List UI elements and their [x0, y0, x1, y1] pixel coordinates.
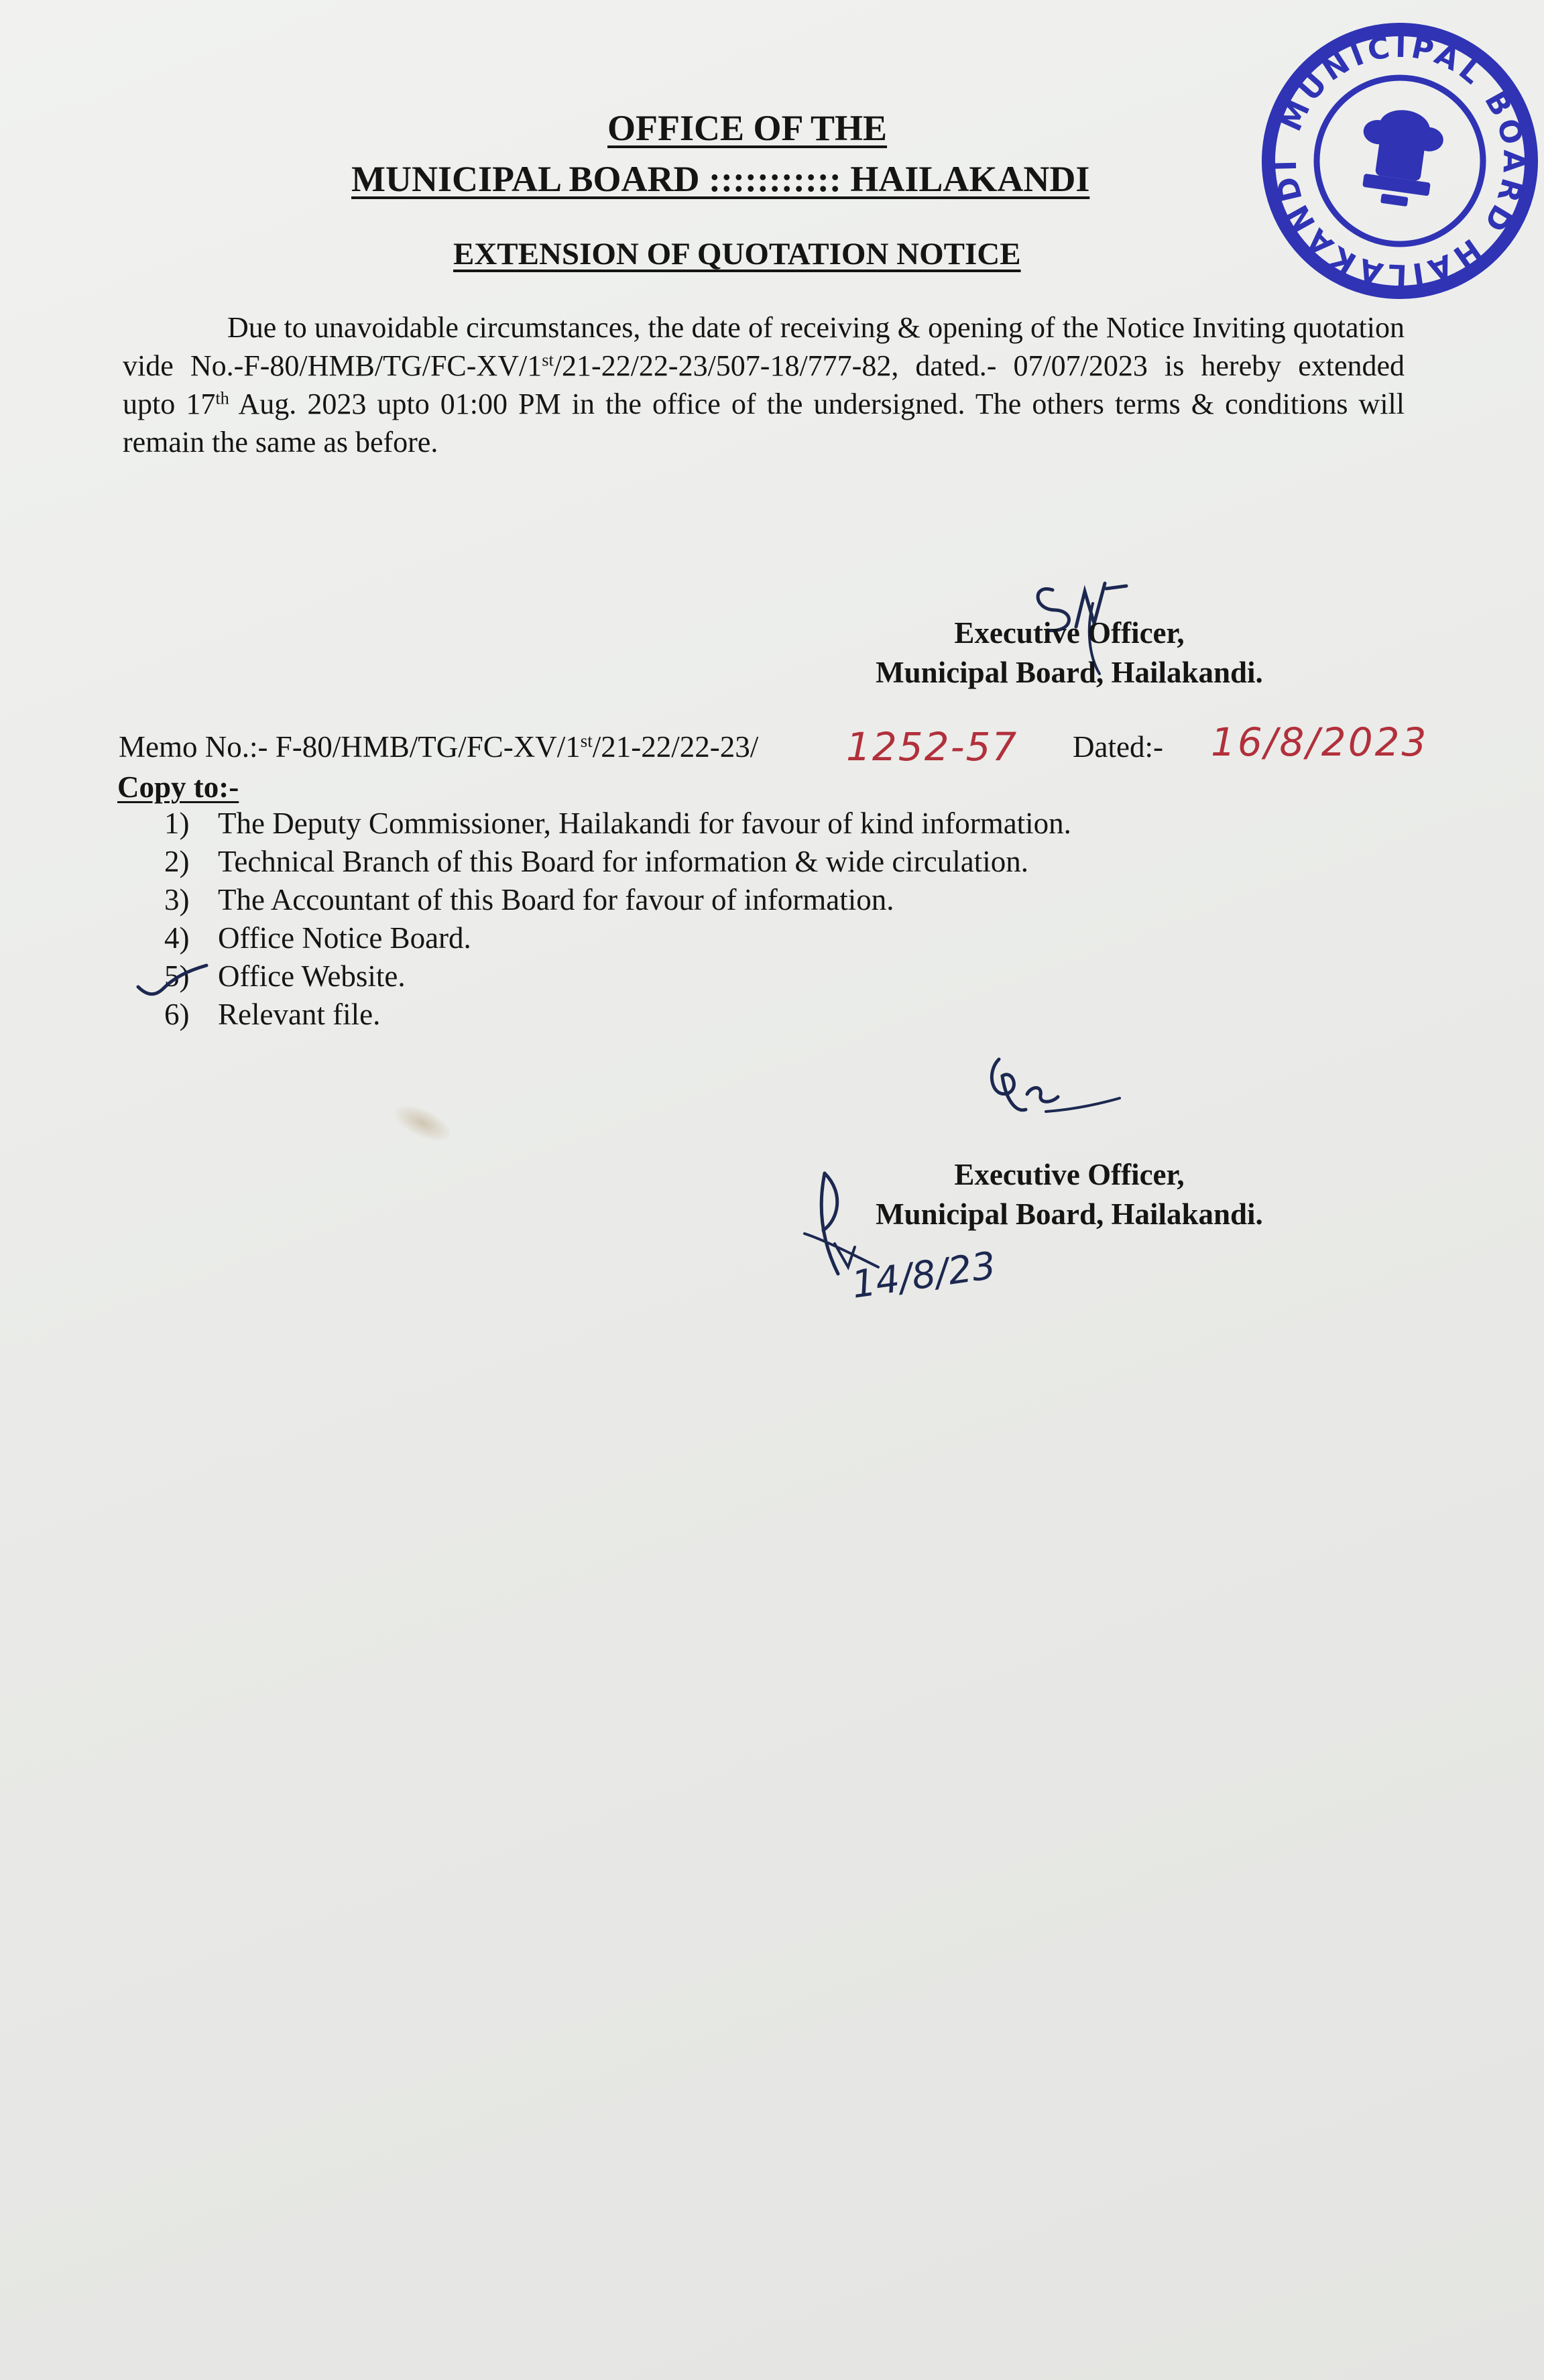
list-item-number: 3) [164, 883, 190, 916]
signature-block-first [841, 613, 1297, 693]
notice-body-sup2: th [215, 388, 229, 408]
copy-to-list [164, 805, 1071, 1034]
list-item-number: 5) [164, 959, 190, 993]
list-item-text: The Deputy Commissioner, Hailakandi for favour of kind information. [218, 807, 1071, 840]
notice-title: EXTENSION OF QUOTATION NOTICE [453, 237, 1021, 272]
notice-body-part3: Aug. 2023 upto 01:00 PM in the office of the undersigned. The others terms & conditions will remain the same as before. [123, 388, 1405, 459]
signature-block-second [841, 1155, 1297, 1234]
list-item [164, 805, 1071, 843]
board-heading: MUNICIPAL BOARD ::::::::::: HAILAKANDI [351, 159, 1090, 199]
list-item [164, 843, 1071, 881]
signature-designation: Executive Officer, [954, 1158, 1185, 1191]
memo-suffix: /21-22/22-23/ [592, 730, 759, 764]
copy-to-heading: Copy to:- [117, 770, 239, 804]
list-item [164, 881, 1071, 919]
list-item-number: 2) [164, 845, 190, 878]
paper-smudge [390, 1098, 455, 1148]
signature-organization: Municipal Board, Hailakandi. [876, 1197, 1263, 1231]
list-item [164, 957, 1071, 996]
notice-body-part1: Due to unavoidable circumstances, the date of receiving & opening of the Notice Inviting quotation vide No.-F-80/HMB/TG/FC-XV/1 [123, 311, 1405, 382]
notice-body [123, 308, 1405, 461]
signature-scribble-icon [979, 1046, 1133, 1146]
notice-body-part2: /21-22/22-23/507-18/777-82, dated.- 07/07/2023 is hereby extended upto 17 [123, 349, 1405, 420]
memo-handwritten-date: 16/8/2023 [1211, 719, 1429, 765]
signature-organization: Municipal Board, Hailakandi. [876, 656, 1263, 689]
memo-prefix-sup: st [580, 731, 593, 752]
check-mark-icon [134, 959, 215, 1012]
memo-prefix: Memo No.:- F-80/HMB/TG/FC-XV/1 [119, 730, 581, 764]
official-seal-icon [1259, 20, 1541, 302]
list-item-text: Technical Branch of this Board for information & wide circulation. [218, 845, 1028, 878]
list-item-number: 4) [164, 921, 190, 955]
endorsement-date: 14/8/23 [849, 1244, 999, 1307]
office-heading: OFFICE OF THE [607, 108, 888, 148]
list-item-text: Office Notice Board. [218, 921, 471, 955]
memo-dated-label: Dated:- [1073, 730, 1163, 764]
svg-text:MUNICIPAL BOARD HAILAKANDI: MUNICIPAL BOARD HAILAKANDI [1268, 29, 1531, 292]
list-item-number: 6) [164, 998, 190, 1031]
memo-handwritten-number: 1252-57 [846, 724, 1018, 770]
notice-body-sup1: st [542, 349, 554, 370]
list-item-number: 1) [164, 807, 190, 840]
list-item-text: Relevant file. [218, 998, 381, 1031]
list-item [164, 919, 1071, 957]
list-item [164, 996, 1071, 1034]
signature-designation: Executive Officer, [954, 616, 1185, 650]
list-item-text: The Accountant of this Board for favour of information. [218, 883, 894, 916]
memo-number-line [119, 729, 758, 764]
list-item-text: Office Website. [218, 959, 406, 993]
